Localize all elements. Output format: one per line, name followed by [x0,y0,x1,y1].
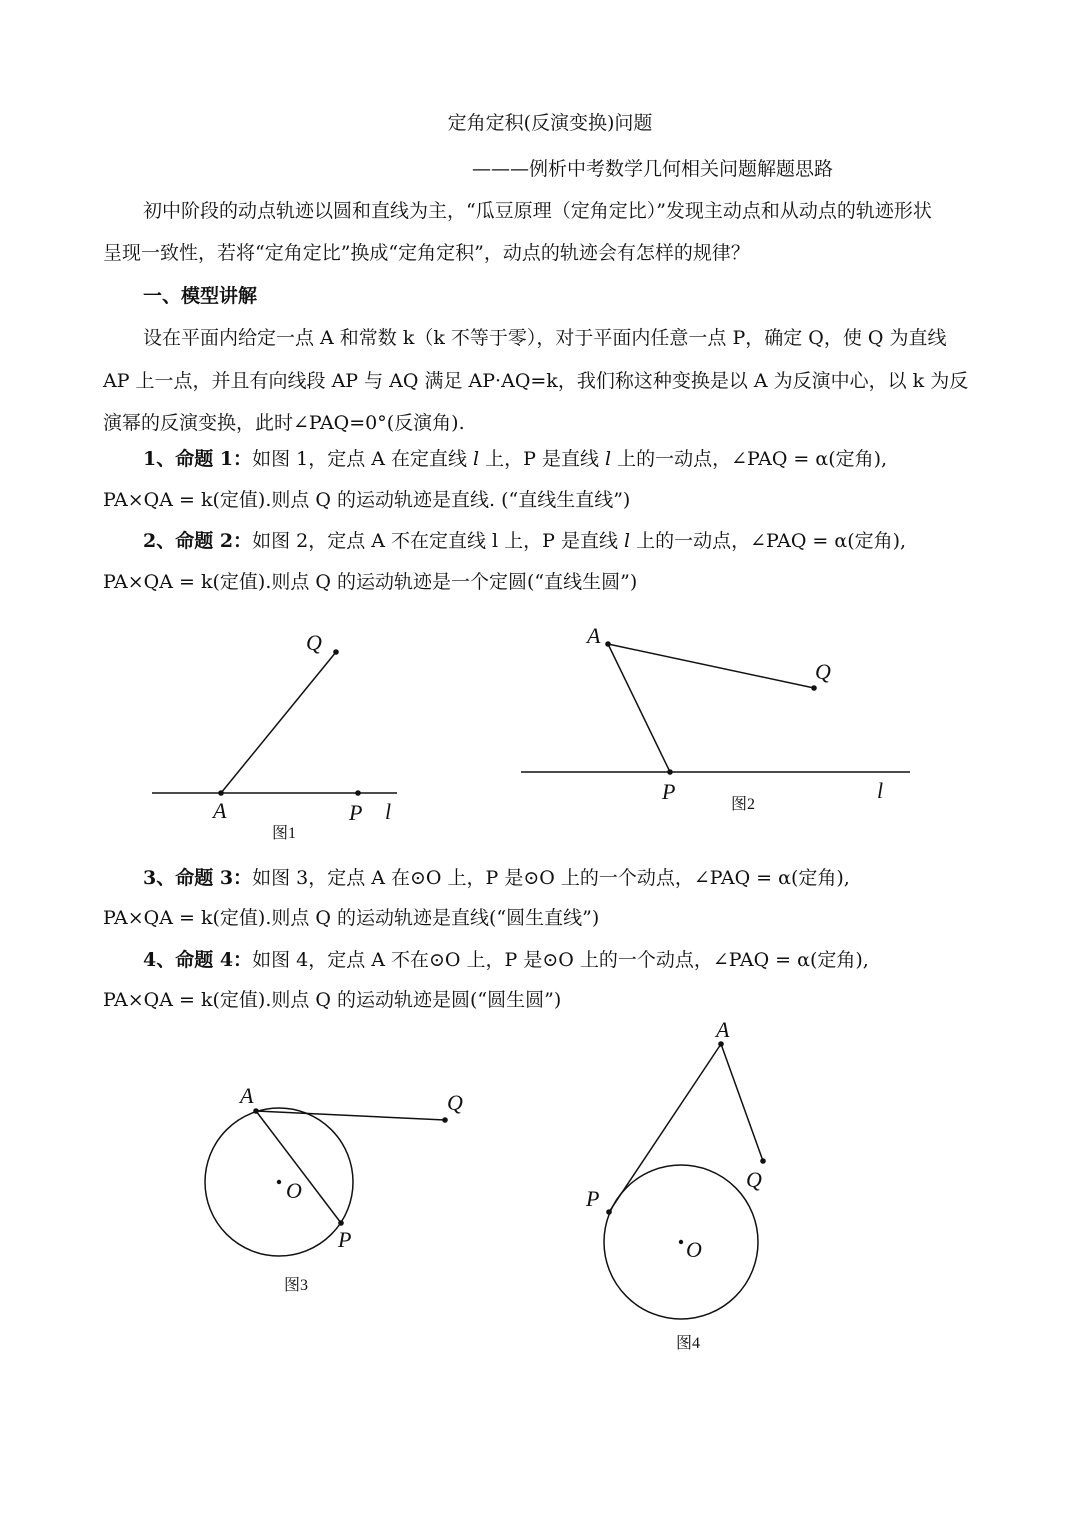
fig3-segment-aq [256,1111,445,1120]
fig4-point-o [679,1240,683,1244]
fig3-label-a: A [240,1083,254,1108]
figure-4 [570,1015,790,1355]
figure-2 [515,615,915,825]
proposition-3-line-2: PA×QA = k(定值).则点 Q 的运动轨迹是直线(“圆生直线”) [103,907,600,929]
proposition-2-line-1 [143,526,906,553]
fig2-label-a: A [587,623,601,648]
proposition-2-text-b: 上的一动点，∠PAQ = α(定角), [630,530,907,552]
fig4-label-o: O [686,1237,702,1262]
fig2-point-a [605,641,611,647]
proposition-1-line-symbol-2: l [605,448,612,470]
proposition-4-line-1 [143,945,869,972]
fig4-point-q [760,1158,766,1164]
fig3-label-p: P [338,1227,352,1252]
proposition-2-label: 2、命题 2： [143,530,253,552]
fig1-label-l: l [385,799,392,824]
proposition-4-line-2: PA×QA = k(定值).则点 Q 的运动轨迹是圆(“圆生圆”) [103,989,562,1011]
fig2-label-l: l [877,778,884,803]
fig4-segment-aq [721,1044,763,1161]
fig4-point-a [718,1041,724,1047]
fig1-point-a [218,790,224,796]
proposition-1-line-1 [143,444,887,471]
fig1-point-q [333,649,339,655]
fig2-segment-ap [608,644,670,772]
proposition-3-line-1 [143,863,850,890]
fig2-label-p: P [662,779,676,804]
fig4-label-q: Q [746,1167,762,1192]
proposition-3-text: 如图 3，定点 A 在⊙O 上，P 是⊙O 上的一个动点，∠PAQ = α(定角), [252,867,850,889]
fig1-segment-aq [221,652,336,793]
fig2-label-q: Q [815,659,831,684]
fig3-point-o [277,1180,281,1184]
fig1-label-a: A [213,798,227,823]
intro-line-1: 初中阶段的动点轨迹以圆和直线为主，“瓜豆原理（定角定比）”发现主动点和从动点的轨迹形状 [143,200,932,222]
proposition-3-label: 3、命题 3： [143,867,253,889]
proposition-4-label: 4、命题 4： [143,949,253,971]
proposition-2-text-a: 如图 2，定点 A 不在定直线 l 上，P 是直线 [252,530,625,552]
fig2-caption: 图2 [731,796,756,813]
fig3-point-q [442,1117,448,1123]
fig3-point-p [338,1220,344,1226]
figure-3 [190,1075,480,1305]
proposition-1-line-symbol: l [473,448,480,470]
proposition-1-text-c: 上的一动点，∠PAQ = α(定角), [611,448,888,470]
fig1-point-p [355,790,361,796]
fig3-segment-ap [256,1111,341,1223]
proposition-2-line-2: PA×QA = k(定值).则点 Q 的运动轨迹是一个定圆(“直线生圆”) [103,571,638,593]
fig3-label-q: Q [447,1090,463,1115]
fig4-label-a: A [716,1017,730,1042]
fig2-segment-aq [608,644,814,688]
fig1-label-p: P [349,800,363,825]
fig4-point-p [606,1209,612,1215]
page-subtitle: ———例析中考数学几何相关问题解题思路 [472,158,834,180]
fig3-point-a [253,1108,259,1114]
definition-line-1: 设在平面内给定一点 A 和常数 k（k 不等于零），对于平面内任意一点 P，确定 Q，使 Q 为直线 [143,327,947,349]
proposition-1-line-2: PA×QA = k(定值).则点 Q 的运动轨迹是直线. (“直线生直线”) [103,489,631,511]
fig4-segment-ap [609,1044,721,1212]
proposition-1-text-b: 上，P 是直线 [479,448,606,470]
page-title: 定角定积(反演变换)问题 [447,112,653,134]
fig2-point-p [667,769,673,775]
figure-1 [140,620,420,850]
fig1-label-q: Q [306,630,322,655]
proposition-4-text: 如图 4，定点 A 不在⊙O 上，P 是⊙O 上的一个动点，∠PAQ = α(定角), [252,949,869,971]
fig2-point-q [811,685,817,691]
definition-line-2: AP 上一点，并且有向线段 AP 与 AQ 满足 AP·AQ=k，我们称这种变换是以 A 为反演中心，以 k 为反 [103,370,969,392]
section-heading: 一、模型讲解 [143,285,258,307]
proposition-2-line-symbol: l [624,530,631,552]
proposition-1-label: 1、命题 1： [143,448,253,470]
definition-line-3: 演幂的反演变换，此时∠PAQ=0°(反演角). [103,412,465,434]
intro-line-2: 呈现一致性，若将“定角定比”换成“定角定积”，动点的轨迹会有怎样的规律？ [103,242,750,264]
fig3-label-o: O [286,1178,302,1203]
fig4-label-p: P [586,1186,600,1211]
fig3-caption: 图3 [284,1277,309,1294]
fig4-caption: 图4 [676,1335,701,1352]
fig1-caption: 图1 [272,825,297,842]
proposition-1-text-a: 如图 1，定点 A 在定直线 [252,448,474,470]
